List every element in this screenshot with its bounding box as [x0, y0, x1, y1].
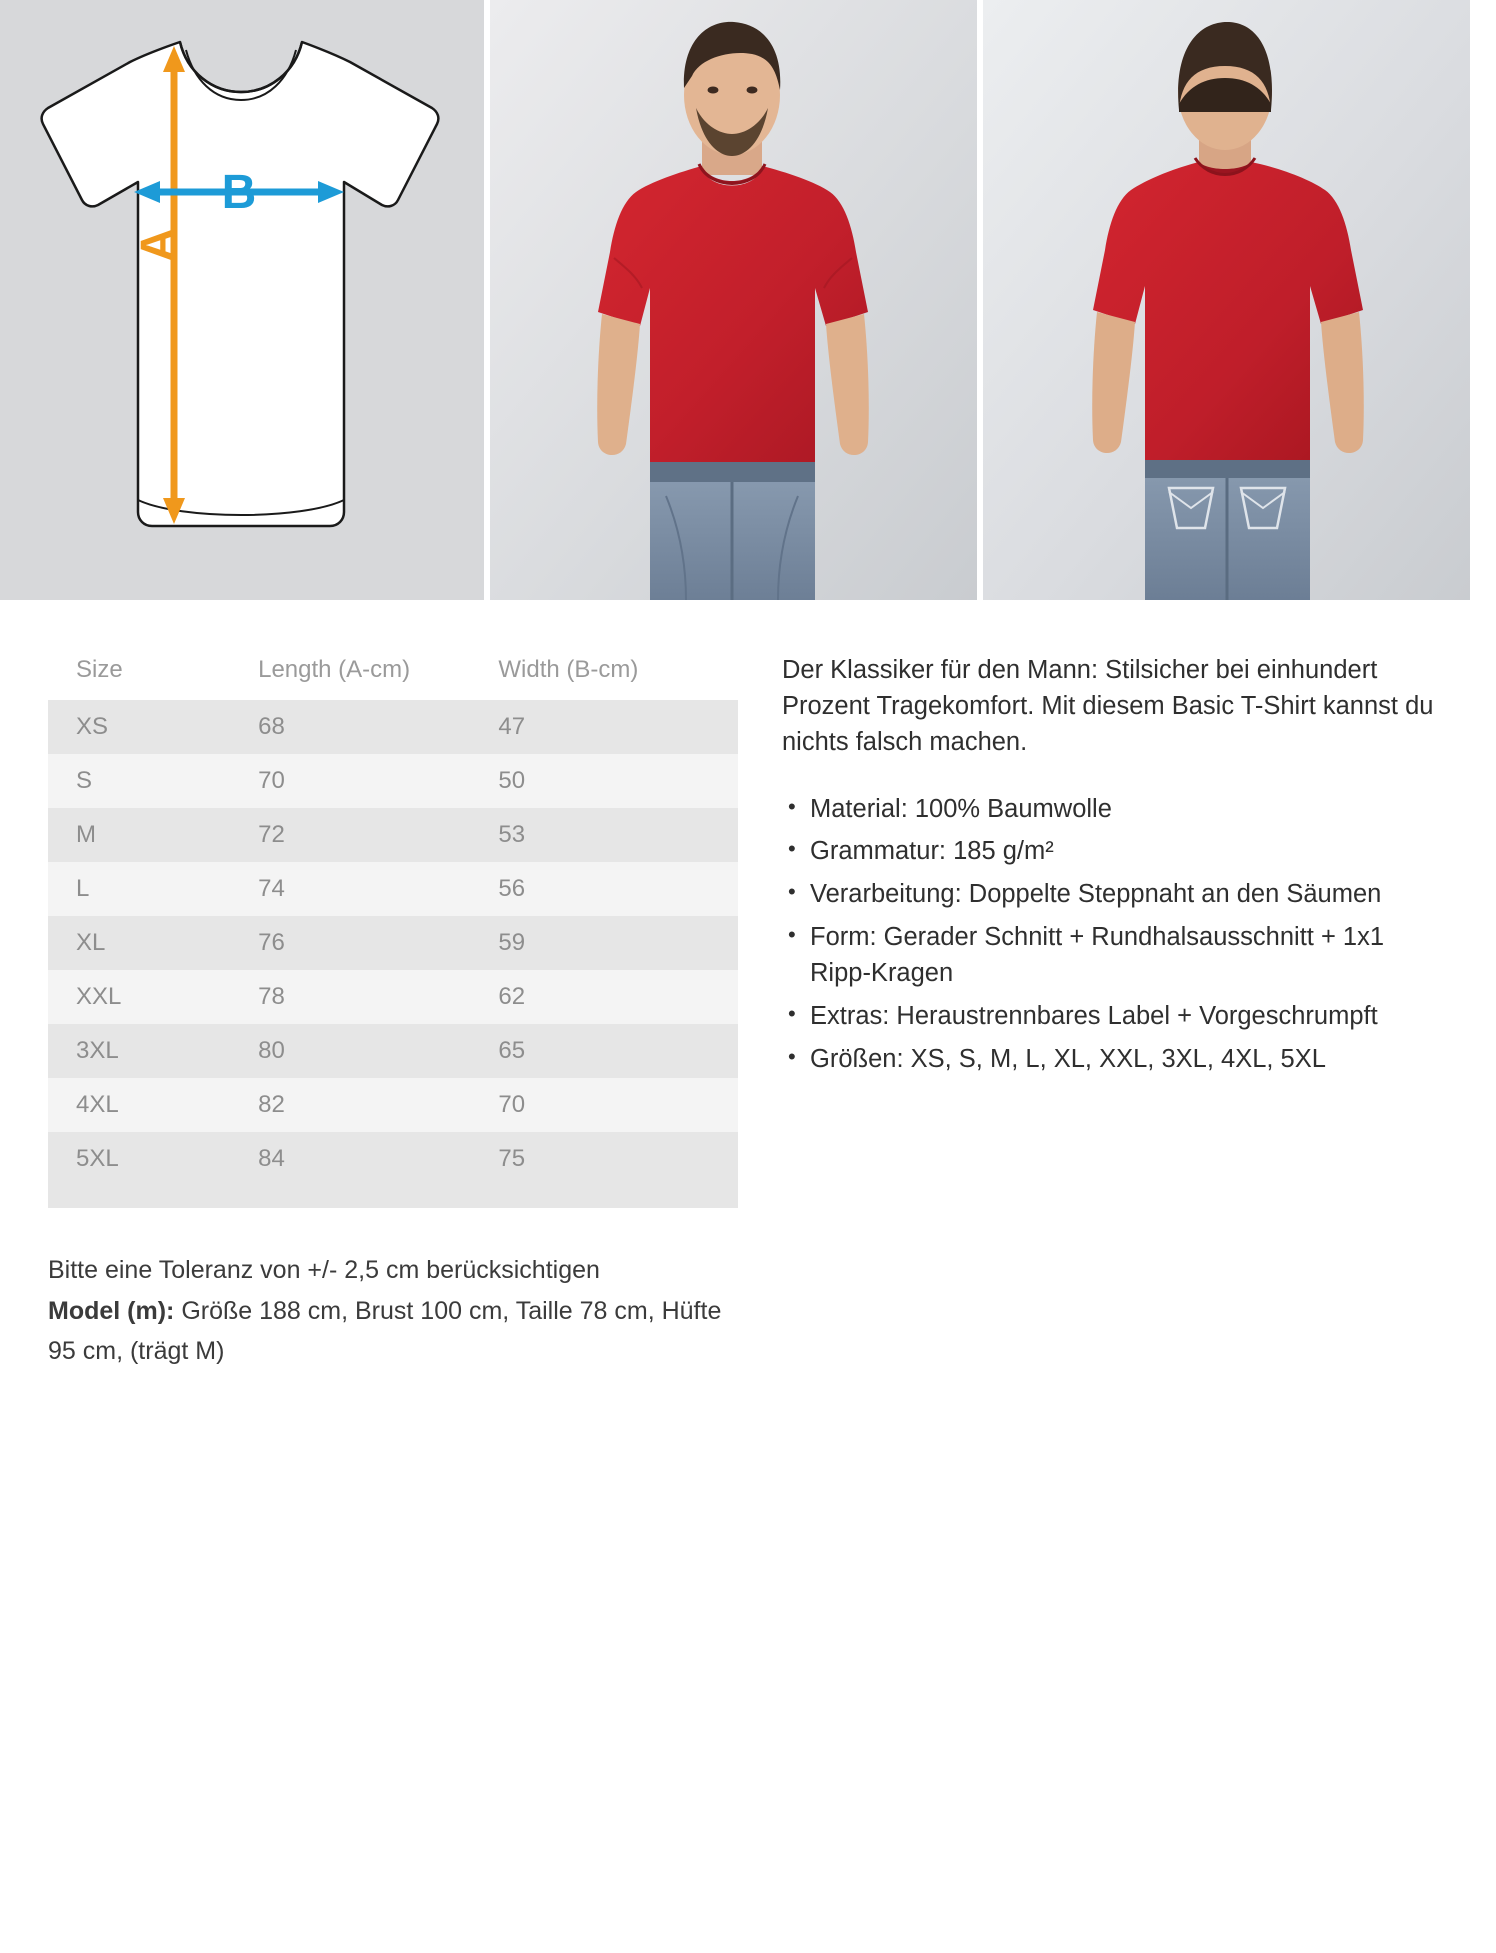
table-header-row: [48, 640, 738, 700]
table-row: [48, 970, 738, 1024]
cell-width: 62: [498, 983, 526, 1010]
table-row: [48, 916, 738, 970]
model-note: [48, 1291, 738, 1372]
table-bottom-band: [48, 1186, 738, 1208]
product-details-section: [0, 610, 1496, 1372]
cell-size: 3XL: [76, 1037, 119, 1064]
cell-length: 80: [258, 1037, 285, 1064]
table-row: [48, 808, 738, 862]
cell-width: 65: [498, 1037, 526, 1064]
cell-width: 53: [498, 821, 526, 848]
list-item: • Größen: XS, S, M, L, XL, XXL, 3XL, 4XL, 5XL: [782, 1041, 1448, 1078]
size-chart-body: [48, 700, 738, 1186]
list-item: • Verarbeitung: Doppelte Steppnaht an den Säumen: [782, 876, 1448, 913]
list-item: • Form: Gerader Schnitt + Rundhalsausschnitt + 1x1 Ripp-Kragen: [782, 919, 1448, 992]
size-chart-table: [48, 640, 738, 1186]
cell-length: 74: [258, 875, 285, 902]
cell-width: 59: [498, 929, 526, 956]
header-size: Size: [76, 656, 123, 683]
cell-size: M: [76, 821, 96, 848]
model-label: Model (m):: [48, 1296, 175, 1325]
table-row: [48, 754, 738, 808]
cell-size: 5XL: [76, 1145, 119, 1172]
cell-length: 70: [258, 767, 285, 794]
cell-length: 68: [258, 713, 285, 740]
cell-length: 78: [258, 983, 285, 1010]
table-row: [48, 1132, 738, 1186]
tshirt-outline-icon: [30, 30, 460, 570]
size-chart-column: [48, 640, 738, 1372]
table-row: [48, 1078, 738, 1132]
cell-width: 75: [498, 1145, 526, 1172]
list-item: • Material: 100% Baumwolle: [782, 791, 1448, 828]
cell-size: XL: [76, 929, 106, 956]
cell-width: 50: [498, 767, 526, 794]
model-front-photo: [490, 0, 977, 600]
cell-size: XXL: [76, 983, 122, 1010]
model-front-illustration: [490, 0, 977, 600]
table-row: [48, 1024, 738, 1078]
width-label: B: [221, 166, 257, 219]
cell-size: L: [76, 875, 90, 902]
table-row: [48, 862, 738, 916]
cell-width: 70: [498, 1091, 526, 1118]
feature-list: [782, 791, 1448, 1078]
cell-size: XS: [76, 713, 109, 740]
cell-size: S: [76, 767, 93, 794]
model-back-illustration: [983, 0, 1470, 600]
cell-width: 56: [498, 875, 526, 902]
cell-size: 4XL: [76, 1091, 119, 1118]
model-back-photo: [983, 0, 1470, 600]
cell-length: 72: [258, 821, 285, 848]
model-measurements: Größe 188 cm, Brust 100 cm, Taille 78 cm, Hüfte 95 cm, (trägt M): [48, 1296, 722, 1365]
cell-width: 47: [498, 713, 526, 740]
table-row: [48, 700, 738, 754]
size-notes: [48, 1250, 738, 1372]
product-image-strip: [0, 0, 1496, 610]
header-length: Length (A-cm): [258, 656, 411, 683]
description-intro: Der Klassiker für den Mann: Stilsicher bei einhundert Prozent Tragekomfort. Mit diesem Basic T-Shirt kannst du nichts falsch machen.: [782, 656, 1434, 757]
header-width: Width (B-cm): [498, 656, 639, 683]
cell-length: 76: [258, 929, 285, 956]
size-chart-head: [48, 640, 738, 700]
list-item: • Extras: Heraustrennbares Label + Vorgeschrumpft: [782, 998, 1448, 1035]
cell-length: 84: [258, 1145, 285, 1172]
measurement-diagram-panel: [0, 0, 484, 600]
cell-length: 82: [258, 1091, 285, 1118]
list-item: • Grammatur: 185 g/m²: [782, 833, 1448, 870]
description-column: [738, 640, 1448, 1372]
length-label: A: [132, 227, 185, 263]
tolerance-note: Bitte eine Toleranz von +/- 2,5 cm berücksichtigen: [48, 1256, 600, 1284]
